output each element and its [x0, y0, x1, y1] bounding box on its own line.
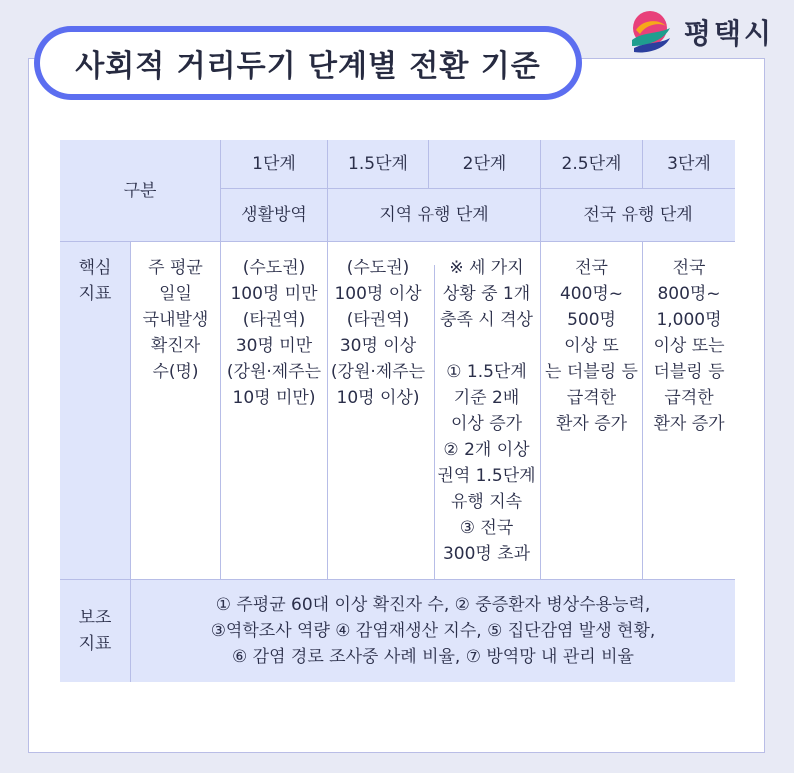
core-indicator-label: 핵심 지표	[60, 241, 130, 579]
city-name: 평택시	[683, 17, 774, 50]
header-stage-1: 1단계	[252, 154, 296, 174]
divider	[130, 241, 131, 682]
divider	[60, 579, 735, 580]
core-stage-2-value: ※ 세 가지 상황 중 1개 충족 시 격상 ① 1.5단계 기준 2배 이상 증가 ② 2개 이상 권역 1.5단계 유행 지속 ③ 전국 300명 초과	[437, 258, 536, 564]
divider	[434, 265, 435, 579]
core-stage-2-5-value: 전국 400명~ 500명 이상 또 는 더블링 등 급격한 환자 증가	[545, 258, 638, 434]
aux-indicator-list: ① 주평균 60대 이상 확진자 수, ② 중증환자 병상수용능력, ③역학조사 역량 ④ 감염재생산 지수, ⑤ 집단감염 발생 현황, ⑥ 감염 경로 조사중 사례 비율, ⑦ 방역망 내 관리 비율	[210, 594, 656, 667]
group-life-quarantine: 생활방역	[241, 205, 307, 225]
header-stage-1-5: 1.5단계	[348, 154, 408, 174]
divider	[540, 140, 541, 579]
core-stage-1-value: (수도권) 100명 미만 (타권역) 30명 미만 (강원·제주는 10명 미만)	[226, 258, 322, 408]
pyeongtaek-city-logo-icon	[624, 6, 676, 58]
core-indicator-metric: 주 평균 일일 국내발생 확진자 수(명)	[142, 258, 209, 382]
divider	[428, 140, 429, 188]
city-logo	[624, 6, 774, 58]
divider	[642, 241, 643, 579]
header-stage-2-5: 2.5단계	[561, 154, 622, 174]
group-regional-epidemic: 지역 유행 단계	[379, 205, 489, 225]
core-stage-1-5-value: (수도권) 100명 이상 (타권역) 30명 이상 (강원·제주는 10명 이상)	[330, 258, 426, 408]
divider	[60, 241, 735, 242]
aux-indicator-label: 보조 지표	[78, 607, 112, 654]
criteria-table	[60, 140, 735, 682]
divider	[327, 140, 328, 579]
header-stage-2: 2단계	[462, 154, 507, 174]
header-category: 구분	[123, 180, 157, 201]
divider	[221, 188, 735, 189]
divider	[642, 140, 643, 188]
title-box	[40, 32, 576, 94]
divider	[220, 140, 221, 579]
core-stage-3-value: 전국 800명~ 1,000명 이상 또는 더블링 등 급격한 환자 증가	[653, 258, 725, 434]
page-title: 사회적 거리두기 단계별 전환 기준	[75, 49, 541, 84]
header-stage-3: 3단계	[667, 154, 711, 174]
group-national-epidemic: 전국 유행 단계	[583, 205, 693, 225]
